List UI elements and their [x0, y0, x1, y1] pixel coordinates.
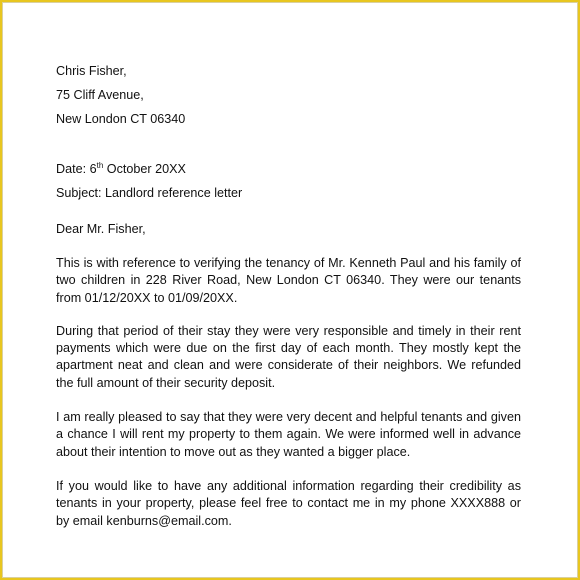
- sender-street: 75 Cliff Avenue,: [56, 88, 144, 102]
- letter-greeting: Dear Mr. Fisher,: [56, 222, 146, 236]
- sender-city: New London CT 06340: [56, 112, 186, 126]
- letter-date: [56, 157, 521, 181]
- letter-subject: Subject: Landlord reference letter: [56, 186, 243, 200]
- letter-page: [2, 2, 578, 578]
- letter-body: [56, 59, 521, 530]
- date-ordinal-suffix: th: [96, 161, 104, 170]
- paragraph-4: If you would like to have any additional information regarding their credibility as tenants in your property, please feel free to contact me in my phone XXXX888 or by email kenburns@email.com.: [56, 478, 521, 528]
- sender-address: [56, 59, 521, 131]
- paragraph-3: I am really pleased to say that they were very decent and helpful tenants and given a chance I will rent my property to them again. We were informed well in advance about their intention to move out as they wanted a bigger place.: [56, 410, 521, 459]
- paragraph-2: During that period of their stay they were very responsible and timely in their rent payments which were due on the first day of each month. They mostly kept the apartment neat and clean and were considerate of their neighbors. We refunded the full amount of their security deposit.: [56, 323, 521, 390]
- sender-name: Chris Fisher,: [56, 64, 127, 78]
- date-rest: October 20XX: [103, 162, 186, 176]
- paragraph-1: This is with reference to verifying the tenancy of Mr. Kenneth Paul and his family of two children in 228 River Road, New London CT 06340. They were our tenants from 01/12/20XX to 01/09/20XX.: [56, 256, 521, 305]
- date-prefix: Date: 6: [56, 162, 97, 176]
- letter-meta: [56, 157, 521, 205]
